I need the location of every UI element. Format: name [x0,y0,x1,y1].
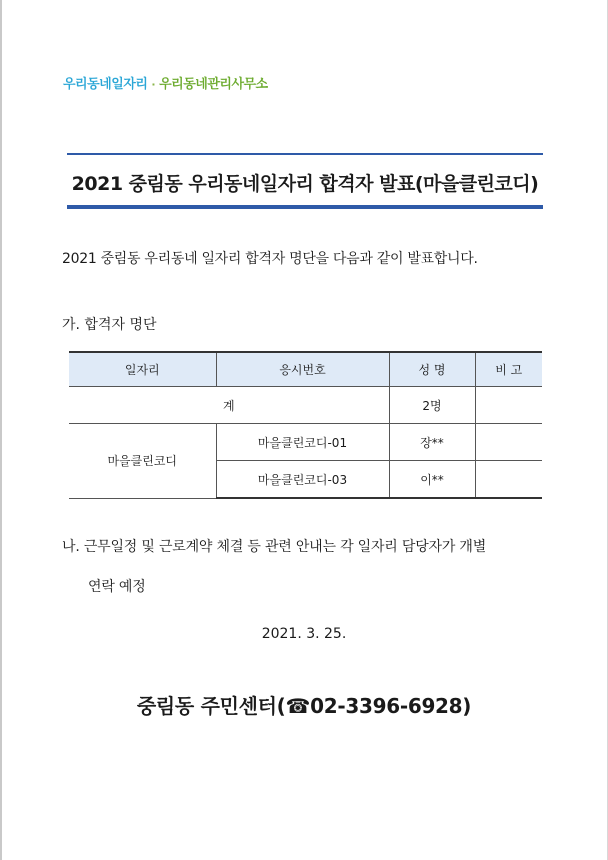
brand-header [63,73,268,92]
section-b-notice [62,527,562,607]
applicant-name: 이** [389,461,475,499]
office-name: 중림동 주민센터( [136,694,286,718]
roster-table [69,351,542,499]
total-count: 2명 [389,387,475,424]
applicant-note [475,424,542,461]
office-contact-close: ) [462,694,472,718]
section-a-heading: 가. 합격자 명단 [62,317,157,333]
col-header-note: 비 고 [475,352,542,387]
announcement-date: 2021. 3. 25. [261,626,347,642]
section-b-line1: 나. 근무일정 및 근로계약 체결 등 관련 안내는 각 일자리 담당자가 개별 [62,539,487,555]
page-edge-left [0,0,2,860]
title-rule-top [67,153,543,155]
intro-text: 2021 중림동 우리동네 일자리 합격자 명단을 다음과 같이 발표합니다. [62,251,478,267]
col-header-name: 성 명 [389,352,475,387]
applicant-number: 마을클린코디-01 [216,424,389,461]
total-note [475,387,542,424]
job-name-cell: 마을클린코디 [69,424,216,499]
brand-primary: 우리동네일자리 [63,77,148,92]
applicant-note [475,461,542,499]
office-contact [0,690,608,719]
brand-secondary: 우리동네관리사무소 [159,77,268,92]
applicant-number: 마을클린코디-03 [216,461,389,499]
col-header-number: 응시번호 [216,352,389,387]
total-label: 계 [69,387,389,424]
title-rule-bottom [67,205,543,209]
phone-number: 02-3396-6928 [310,694,463,718]
table-row [69,424,542,461]
phone-icon: ☎ [285,694,311,718]
page-title: 2021 중림동 우리동네일자리 합격자 발표(마을클린코디) [71,173,539,195]
table-header-row [69,352,542,387]
col-header-job: 일자리 [69,352,216,387]
brand-separator: · [151,78,156,91]
section-b-line2: 연락 예정 [88,579,146,595]
applicant-name: 장** [389,424,475,461]
total-row [69,387,542,424]
title-box [67,153,543,211]
